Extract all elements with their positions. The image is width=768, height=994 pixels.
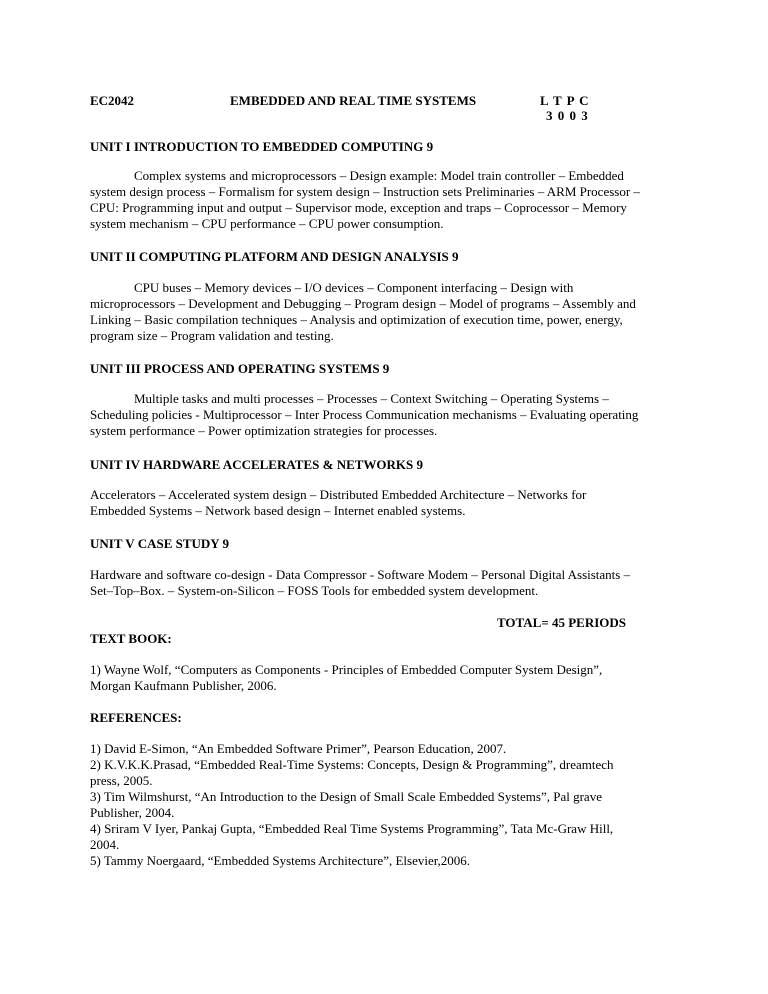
reference-line: 4) Sriram V Iyer, Pankaj Gupta, “Embedded Real Time Systems Programming”, Tata Mc-Graw Hill,: [90, 821, 614, 836]
ltpc-values: 3 0 0 3: [546, 108, 589, 123]
unit-2-line: microprocessors – Development and Debugging – Program design – Model of programs – Assembly and: [90, 296, 636, 311]
unit-4-body: [90, 487, 690, 519]
reference-line: 2004.: [90, 837, 120, 852]
unit-4-line: Accelerators – Accelerated system design – Distributed Embedded Architecture – Networks for: [90, 487, 587, 502]
unit-1-line: Complex systems and microprocessors – Design example: Model train controller – Embedded: [134, 168, 624, 183]
reference-line: 1) David E-Simon, “An Embedded Software Primer”, Pearson Education, 2007.: [90, 741, 507, 756]
unit-3-line: Scheduling policies - Multiprocessor – Inter Process Communication mechanisms – Evaluating operating: [90, 407, 639, 422]
textbook-line: Morgan Kaufmann Publisher, 2006.: [90, 678, 277, 693]
course-code: EC2042: [90, 93, 135, 108]
reference-line: 2) K.V.K.K.Prasad, “Embedded Real-Time Systems: Concepts, Design & Programming”, dreamtech: [90, 757, 614, 772]
course-title: EMBEDDED AND REAL TIME SYSTEMS: [230, 93, 477, 108]
reference-line: 3) Tim Wilmshurst, “An Introduction to the Design of Small Scale Embedded Systems”, Pal grave: [90, 789, 602, 804]
textbook-body: [90, 662, 690, 694]
unit-1-line: system mechanism – CPU performance – CPU power consumption.: [90, 216, 444, 231]
textbook-heading: TEXT BOOK:: [90, 631, 172, 646]
unit-2-body: [90, 280, 690, 344]
reference-line: press, 2005.: [90, 773, 153, 788]
unit-5-line: Set–Top–Box. – System-on-Silicon – FOSS Tools for embedded system development.: [90, 583, 539, 598]
unit-2-line: Linking – Basic compilation techniques – Analysis and optimization of execution time, power, energy,: [90, 312, 623, 327]
unit-5-line: Hardware and software co-design - Data Compressor - Software Modem – Personal Digital Assistants –: [90, 567, 631, 582]
unit-5-heading: UNIT V CASE STUDY 9: [90, 536, 229, 551]
unit-3-heading: UNIT III PROCESS AND OPERATING SYSTEMS 9: [90, 361, 390, 376]
textbook-line: 1) Wayne Wolf, “Computers as Components - Principles of Embedded Computer System Design”,: [90, 662, 603, 677]
unit-3-line: Multiple tasks and multi processes – Processes – Context Switching – Operating Systems –: [134, 391, 609, 406]
unit-1-heading: UNIT I INTRODUCTION TO EMBEDDED COMPUTING 9: [90, 139, 434, 154]
unit-3-line: system performance – Power optimization strategies for processes.: [90, 423, 438, 438]
unit-4-line: Embedded Systems – Network based design – Internet enabled systems.: [90, 503, 466, 518]
total-periods: TOTAL= 45 PERIODS: [497, 615, 627, 630]
unit-1-line: system design process – Formalism for system design – Instruction sets Preliminaries – ARM Processor –: [90, 184, 640, 199]
reference-line: 5) Tammy Noergaard, “Embedded Systems Architecture”, Elsevier,2006.: [90, 853, 471, 868]
unit-5-body: [90, 567, 690, 599]
ltpc-labels: L T P C: [540, 93, 590, 108]
references-body: [90, 741, 690, 869]
reference-line: Publisher, 2004.: [90, 805, 175, 820]
unit-1-line: CPU: Programming input and output – Supervisor mode, exception and traps – Coprocessor – Memory: [90, 200, 627, 215]
unit-2-line: CPU buses – Memory devices – I/O devices – Component interfacing – Design with: [134, 280, 574, 295]
unit-2-line: program size – Program validation and testing.: [90, 328, 334, 343]
unit-2-heading: UNIT II COMPUTING PLATFORM AND DESIGN ANALYSIS 9: [90, 249, 459, 264]
unit-3-body: [90, 391, 690, 439]
unit-1-body: [90, 168, 690, 232]
unit-4-heading: UNIT IV HARDWARE ACCELERATES & NETWORKS 9: [90, 457, 424, 472]
references-heading: REFERENCES:: [90, 710, 182, 725]
